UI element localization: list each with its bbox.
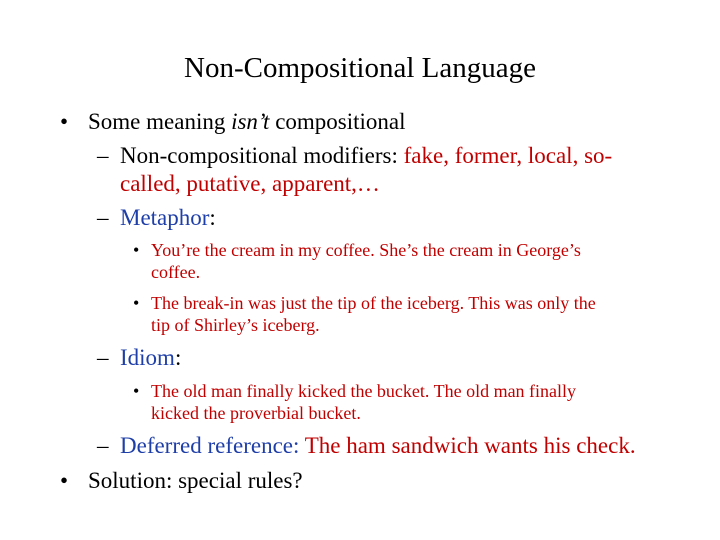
deferred-reference-item <box>120 432 636 460</box>
dash-marker: – <box>97 345 109 370</box>
modifiers-label: Non-compositional modifiers: <box>120 143 404 168</box>
idiom-label: Idiom <box>120 345 175 370</box>
metaphor-label: Metaphor <box>120 205 210 230</box>
metaphor-colon: : <box>209 205 216 230</box>
dash-marker: – <box>97 143 109 168</box>
deferred-reference-example: The ham sandwich wants his check. <box>304 433 636 458</box>
metaphor-example-line: You’re the cream in my coffee. She’s the cream in George’s <box>151 240 581 260</box>
dash-marker: – <box>97 433 109 458</box>
metaphor-example-line: coffee. <box>151 262 201 282</box>
sub-bullet-marker: • <box>133 240 140 260</box>
dash-marker: – <box>97 205 109 230</box>
bullet-solution: Solution: special rules? <box>88 468 303 493</box>
metaphor-example-line: tip of Shirley’s iceberg. <box>151 315 320 335</box>
sub-bullet-marker: • <box>133 293 140 313</box>
modifiers-examples-continued: called, putative, apparent,… <box>120 171 380 196</box>
slide-title: Non-Compositional Language <box>184 52 536 84</box>
bullet-text: compositional <box>269 109 406 134</box>
idiom-item <box>120 344 181 372</box>
modifiers-examples: fake, former, local, so- <box>403 143 613 168</box>
metaphor-item <box>120 204 216 232</box>
idiom-example-line: kicked the proverbial bucket. <box>151 403 361 423</box>
bullet-text: Some meaning <box>88 109 232 134</box>
metaphor-example-line: The break-in was just the tip of the iceberg. This was only the <box>151 293 596 313</box>
bullet-some-meaning <box>88 108 406 136</box>
deferred-reference-colon: : <box>292 433 305 458</box>
deferred-reference-label: Deferred reference <box>120 433 293 458</box>
sub-bullet-marker: • <box>133 381 140 401</box>
idiom-example-line: The old man finally kicked the bucket. The old man finally <box>151 381 577 401</box>
modifiers-item <box>120 142 612 170</box>
idiom-colon: : <box>174 345 182 370</box>
bullet-marker: • <box>60 109 69 134</box>
bullet-marker: • <box>60 468 69 493</box>
emphasis-text: isn’t <box>231 109 270 134</box>
